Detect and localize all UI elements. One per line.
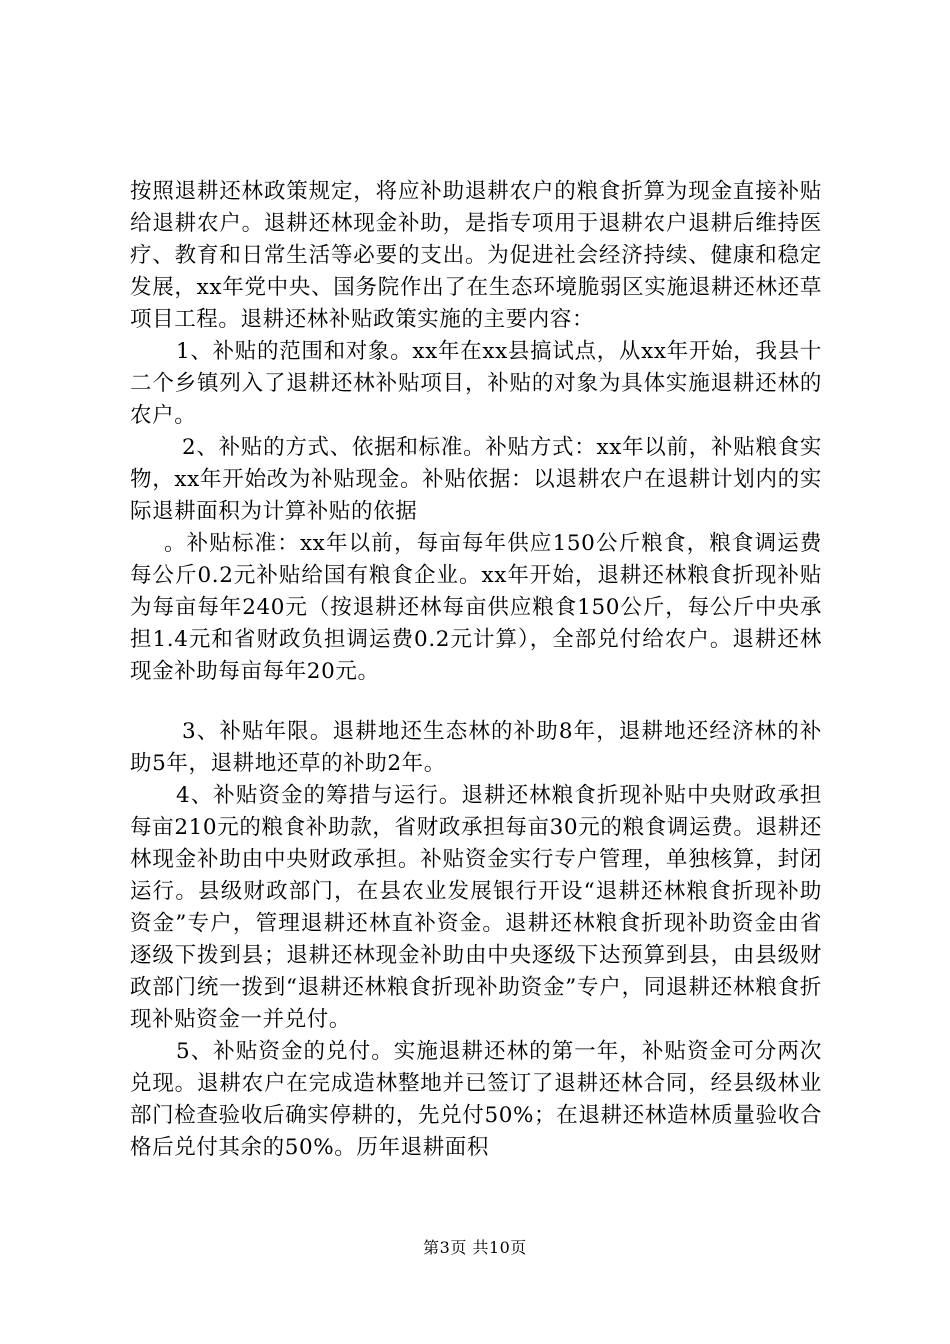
paragraph-item-4: 4、补贴资金的筹措与运行。退耕还林粮食折现补贴中央财政承担每亩210元的粮食补助款，省财政承担每亩30元的粮食调运费。退耕还林现金补助由中央财政承担。补贴资金实行专户管理，单独核算，封闭运行。县级财政部门，在县农业发展银行开设“退耕还林粮食折现补助资金”专户，管理退耕还林直补资金。退耕还林粮食折现补助资金由省逐级下拨到县；退耕还林现金补助由中央逐级下达预算到县，由县级财政部门统一拨到“退耕还林粮食折现补助资金”专户，同退耕还林粮食折现补贴资金一并兑付。 [130, 783, 822, 1032]
paragraph-intro: 按照退耕还林政策规定，将应补助退耕农户的粮食折算为现金直接补贴给退耕农户。退耕还林现金补助，是指专项用于退耕农户退耕后维持医疗、教育和日常生活等必要的支出。为促进社会经济持续、健康和稳定发展，xx年党中央、国务院作出了在生态环境脆弱区实施退耕还林还草项目工程。退耕还林补贴政策实施的主要内容： [130, 179, 822, 332]
body-text [130, 176, 822, 1164]
page-footer [0, 1238, 950, 1258]
paragraph-item-3: 3、补贴年限。退耕地还生态林的补助8年，退耕地还经济林的补助5年，退耕地还草的补助2年。 [130, 719, 822, 776]
paragraph-item-2: 2、补贴的方式、依据和标准。补贴方式：xx年以前，补贴粮食实物，xx年开始改为补贴现金。补贴依据：以退耕农户在退耕计划内的实际退耕面积为计算补贴的依据 [130, 435, 822, 524]
page-number: 第3页 共10页 [423, 1238, 527, 1257]
paragraph-item-2-standard: 。补贴标准：xx年以前，每亩每年供应150公斤粮食，粮食调运费每公斤0.2元补贴给国有粮食企业。xx年开始，退耕还林粮食折现补贴为每亩每年240元（按退耕还林每亩供应粮食150公斤，每公斤中央承担1.4元和省财政负担调运费0.2元计算），全部兑付给农户。退耕还林现金补助每亩每年20元。 [130, 531, 822, 684]
paragraph-item-1: 1、补贴的范围和对象。xx年在xx县搞试点，从xx年开始，我县十二个乡镇列入了退耕还林补贴项目，补贴的对象为具体实施退耕还林的农户。 [130, 339, 822, 428]
paragraph-item-5: 5、补贴资金的兑付。实施退耕还林的第一年，补贴资金可分两次兑现。退耕农户在完成造林整地并已签订了退耕还林合同，经县级林业部门检查验收后确实停耕的，先兑付50%；在退耕还林造林质量验收合格后兑付其余的50%。历年退耕面积 [130, 1039, 822, 1160]
